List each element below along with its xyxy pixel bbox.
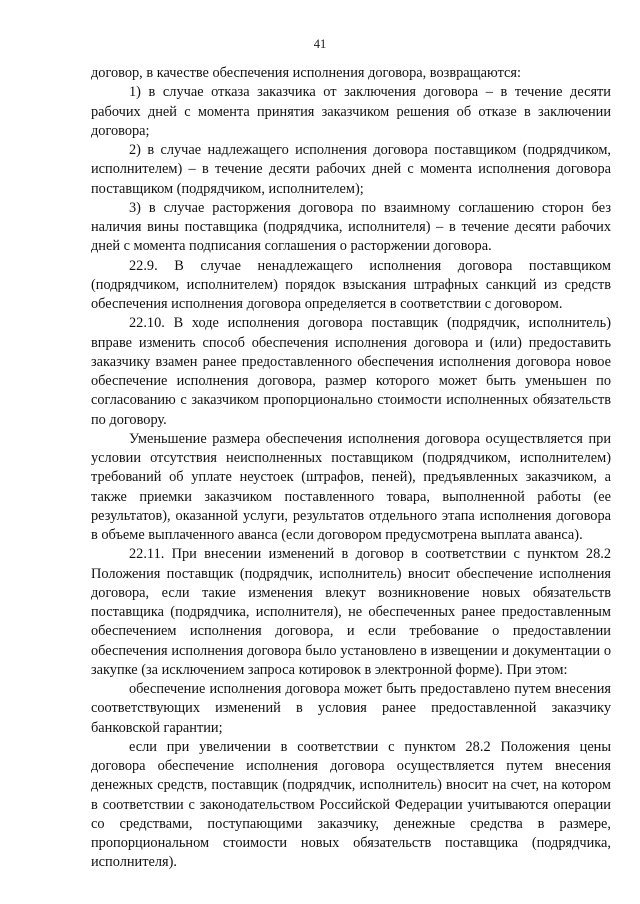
document-body [91,64,611,873]
paragraph: договор, в качестве обеспечения исполнения договора, возвращаются: [91,65,521,81]
paragraph: 3) в случае расторжения договора по взаимному соглашению сторон без наличия вины поставщика (подрядчика, исполнителя) – в течение десяти рабочих дней с момента подписания соглашения о расторжении договора. [91,199,611,255]
paragraph: 22.10. В ходе исполнения договора поставщик (подрядчик, исполнитель) вправе изменить способ обеспечения исполнения договора и (или) предоставить заказчику взамен ранее предоставленного обеспечения исполнения договора новое обеспечение исполнения договора, размер которого может быть уменьшен по согласованию с заказчиком пропорционально стоимости исполненных обязательств по договору. [91,315,611,428]
page-number: 41 [313,37,327,51]
paragraph: 22.9. В случае ненадлежащего исполнения договора поставщиком (подрядчиком, исполнителем) порядок взыскания штрафных санкций из средств обеспечения исполнения договора определяется в соответствии с договором. [91,257,611,312]
paragraph: Уменьшение размера обеспечения исполнения договора осуществляется при условии отсутствия неисполненных поставщиком (подрядчиком, исполнителем) требований об уплате неустоек (штрафов, пеней), предъявленных заказчиком, а также приемки заказчиком поставленного товара, выполненной работы (ее результатов), оказанной услуги, результатов отдельного этапа исполнения договора в объеме выплаченного аванса (если договором предусмотрена выплата аванса). [91,430,611,543]
paragraph: 22.11. При внесении изменений в договор в соответствии с пунктом 28.2 Положения поставщик (подрядчик, исполнитель) вносит обеспечение исполнения договора, если такие изменения влекут возникновение новых обязательств поставщика (подрядчика, исполнителя), не обеспеченных ранее предоставленным обеспечением исполнения договора, и если требование о предоставлении обеспечения исполнения договора было установлено в извещении и документации о закупке (за исключением запроса котировок в электронной форме). При этом: [91,546,611,678]
paragraph: если при увеличении в соответствии с пунктом 28.2 Положения цены договора обеспечение исполнения договора осуществляется путем внесения денежных средств, поставщик (подрядчик, исполнитель) вносит на счет, на котором в соответствии с законодательством Российской Федерации учитываются операции со средствами, поступающими заказчику, денежные средства в размере, пропорциональном стоимости новых обязательств поставщика (подрядчика, исполнителя). [91,738,611,871]
paragraph: 2) в случае надлежащего исполнения договора поставщиком (подрядчиком, исполнителем) – в течение десяти рабочих дней с момента исполнения договора поставщиком (подрядчиком, исполнителем); [91,142,611,197]
paragraph: обеспечение исполнения договора может быть предоставлено путем внесения соответствующих изменений в условия ранее предоставленной заказчику банковской гарантии; [91,681,611,736]
paragraph: 1) в случае отказа заказчика от заключения договора – в течение десяти рабочих дней с момента принятия заказчиком решения об отказе в заключении договора; [91,84,611,139]
